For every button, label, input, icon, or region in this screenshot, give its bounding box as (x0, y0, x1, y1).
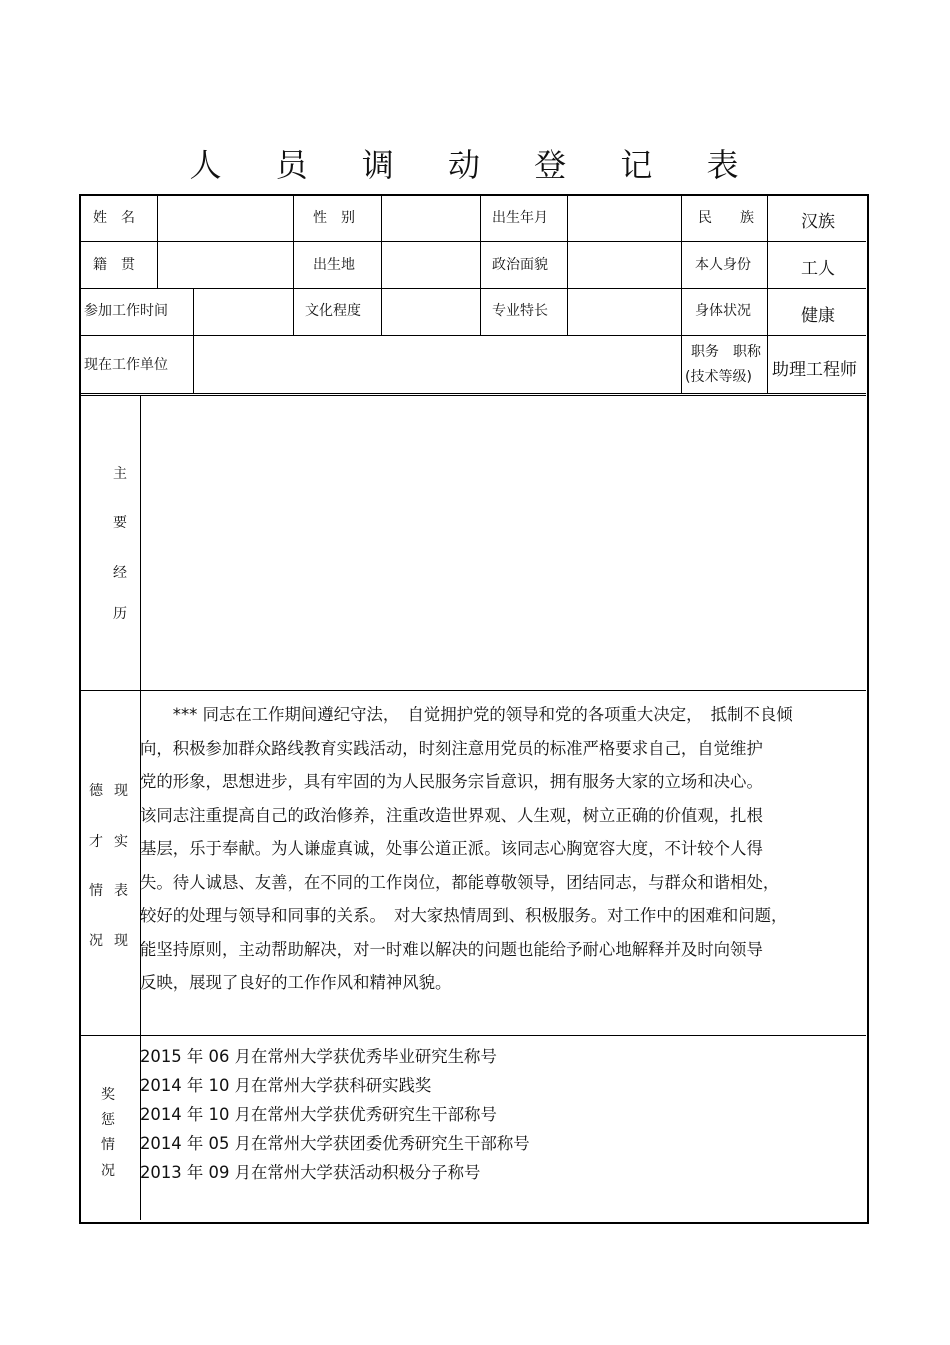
col-divider (157, 196, 158, 288)
health-label: 身体状况 (695, 303, 751, 319)
col-divider (381, 196, 382, 335)
award-item: 2013 年 09 月在常州大学获活动积极分子称号 (140, 1163, 481, 1182)
performance-label-char: 才 (89, 834, 103, 850)
awards-label-char: 情 (101, 1137, 115, 1153)
experience-label-char: 主 (113, 466, 127, 482)
education-label: 文化程度 (305, 303, 361, 319)
awards-label-char: 奖 (101, 1087, 115, 1103)
row-divider (80, 393, 866, 394)
health-value: 健康 (801, 306, 835, 326)
row-divider (80, 395, 866, 396)
award-item: 2014 年 05 月在常州大学获团委优秀研究生干部称号 (140, 1134, 530, 1153)
performance-label-char: 实 (114, 834, 128, 850)
ethnicity-label: 民 族 (698, 210, 754, 226)
performance-line: 基层，乐于奉献。为人谦虚真诚，处事公道正派。该同志心胸宽容大度，不计较个人得 (140, 839, 763, 858)
col-divider (681, 196, 682, 393)
work-start-label: 参加工作时间 (84, 303, 168, 319)
row-divider (80, 241, 866, 242)
row-divider (80, 690, 866, 691)
col-divider (480, 196, 481, 335)
performance-label-char: 现 (114, 783, 128, 799)
performance-line: 反映，展现了良好的工作作风和精神风貌。 (140, 973, 452, 992)
identity-label: 本人身份 (695, 257, 751, 273)
awards-list (140, 1042, 530, 1187)
name-label: 姓 名 (93, 210, 135, 226)
performance-line: 党的形象，思想进步，具有牢固的为人民服务宗旨意识，拥有服务大家的立场和决心。 (140, 772, 763, 791)
gender-label: 性 别 (313, 210, 355, 226)
row-divider (80, 335, 866, 336)
col-divider (293, 196, 294, 335)
performance-line: 失。待人诚恳、友善，在不同的工作岗位，都能尊敬领导，团结同志，与群众和谐相处， (140, 872, 780, 892)
performance-label-char: 德 (89, 783, 103, 799)
page-title: 人 员 调 动 登 记 表 (189, 146, 761, 184)
performance-line: 较好的处理与领导和同事的关系。 对大家热情周到、积极服务。对工作中的困难和问题， (140, 906, 788, 925)
birth-date-label: 出生年月 (492, 210, 548, 226)
performance-line: *** 同志在工作期间遵纪守法， 自觉拥护党的领导和党的各项重大决定， 抵制不良倾 (140, 705, 793, 724)
col-divider (767, 196, 768, 393)
award-item: 2015 年 06 月在常州大学获优秀毕业研究生称号 (140, 1047, 497, 1066)
ethnicity-value: 汉族 (801, 212, 835, 232)
performance-line: 该同志注重提高自己的政治修养，注重改造世界观、人生观，树立正确的价值观，扎根 (140, 805, 763, 825)
col-divider (567, 196, 568, 335)
birthplace-label: 出生地 (313, 257, 355, 273)
identity-value: 工人 (801, 259, 835, 279)
position-grade-label: (技术等级) (685, 369, 752, 385)
experience-label-char: 历 (113, 606, 127, 622)
col-divider (193, 288, 194, 393)
political-status-label: 政治面貌 (492, 257, 548, 273)
performance-text (140, 698, 865, 1000)
position-title-label: 职务 职称 (691, 344, 761, 360)
awards-label-char: 况 (101, 1163, 115, 1179)
performance-label-char: 表 (114, 883, 128, 899)
experience-label-char: 要 (113, 515, 127, 531)
native-place-label: 籍 贯 (93, 257, 135, 273)
performance-label-char: 情 (89, 883, 103, 899)
specialty-label: 专业特长 (492, 303, 548, 319)
position-title-value: 助理工程师 (772, 360, 857, 380)
performance-label-char: 现 (114, 933, 128, 949)
performance-line: 能坚持原则，主动帮助解决，对一时难以解决的问题也能给予耐心地解释并及时向领导 (140, 939, 763, 959)
current-unit-label: 现在工作单位 (84, 357, 168, 373)
row-divider (80, 288, 866, 289)
performance-label-char: 况 (89, 933, 103, 949)
experience-label-char: 经 (113, 565, 127, 581)
awards-label-char: 惩 (101, 1112, 115, 1128)
performance-line: 向，积极参加群众路线教育实践活动，时刻注意用党员的标准严格要求自己，自觉维护 (140, 738, 763, 758)
award-item: 2014 年 10 月在常州大学获优秀研究生干部称号 (140, 1105, 497, 1124)
row-divider (80, 1035, 866, 1036)
award-item: 2014 年 10 月在常州大学获科研实践奖 (140, 1076, 432, 1095)
